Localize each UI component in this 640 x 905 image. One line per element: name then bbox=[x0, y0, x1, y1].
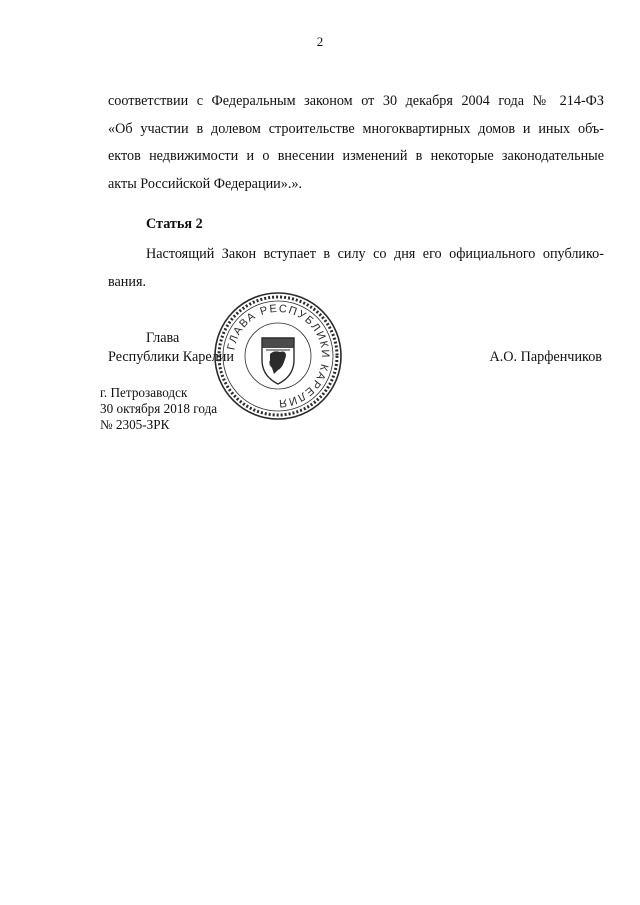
article-line: вания. bbox=[108, 273, 147, 290]
article-paragraph bbox=[108, 241, 604, 296]
body-line: соответствии с Федеральным законом от 30 декабря 2004 года № 214-ФЗ bbox=[108, 93, 604, 109]
law-number: № 2305-ЗРК bbox=[100, 417, 170, 432]
body-paragraph bbox=[108, 88, 604, 198]
seal-emblem-icon bbox=[212, 290, 344, 422]
signing-date: 30 октября 2018 года bbox=[100, 401, 218, 416]
signing-place: г. Петрозаводск bbox=[100, 385, 188, 400]
signatory-title: Глава bbox=[146, 330, 180, 346]
body-line: «Об участии в долевом строительстве многоквартирных домов и иных объ- bbox=[108, 120, 604, 137]
body-line: ектов недвижимости и о внесении изменений в некоторые законодательные bbox=[108, 148, 604, 164]
signatory-name: А.О. Парфенчиков bbox=[489, 349, 602, 365]
article-heading: Статья 2 bbox=[146, 216, 203, 232]
page-number: 2 bbox=[316, 34, 324, 49]
signatory-region: Республики Карелии bbox=[108, 349, 234, 365]
official-seal bbox=[212, 290, 344, 422]
article-line: Настоящий Закон вступает в силу со дня его официального опублико- bbox=[146, 246, 604, 262]
body-line: акты Российской Федерации».». bbox=[108, 175, 303, 192]
seal-ring-label: ГЛАВА РЕСПУБЛИКИ КАРЕЛИЯ bbox=[225, 302, 332, 410]
